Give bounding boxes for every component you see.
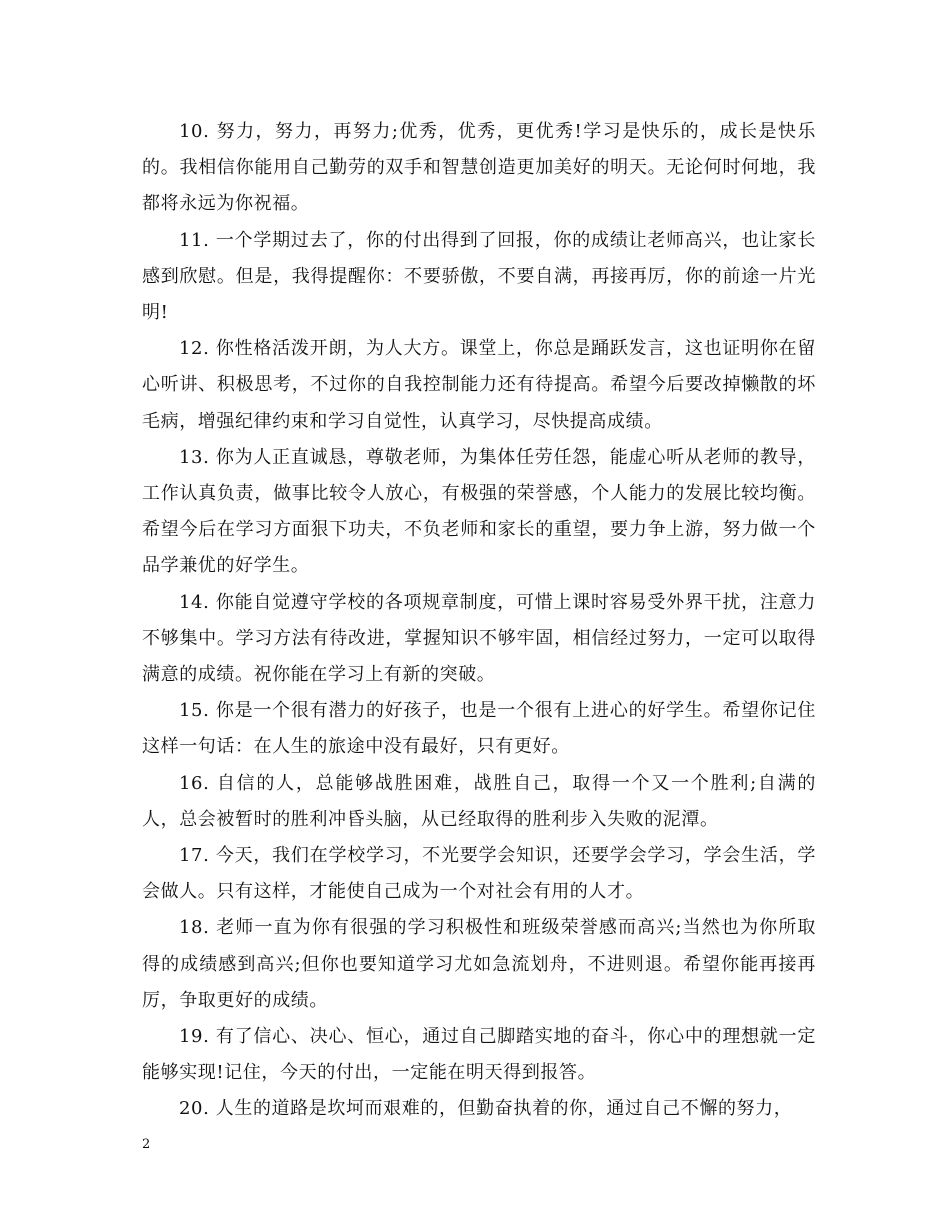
page-number: 2 (142, 1137, 151, 1152)
paragraph-15: 15. 你是一个很有潜力的好孩子，也是一个很有上进心的好学生。希望你记住这样一句话：在人生的旅途中没有最好，只有更好。 (142, 700, 816, 758)
document-body (142, 114, 816, 1128)
paragraph-19: 19. 有了信心、决心、恒心，通过自己脚踏实地的奋斗，你心中的理想就一定能够实现!记住，今天的付出，一定能在明天得到报答。 (142, 1026, 816, 1084)
paragraph-11: 11. 一个学期过去了，你的付出得到了回报，你的成绩让老师高兴，也让家长感到欣慰。但是，我得提醒你：不要骄傲，不要自满，再接再厉，你的前途一片光明! (142, 229, 816, 324)
paragraph-20: 20. 人生的道路是坎坷而艰难的，但勤奋执着的你，通过自己不懈的努力， (179, 1098, 793, 1120)
paragraph-18: 18. 老师一直为你有很强的学习积极性和班级荣誉感而高兴;当然也为你所取得的成绩感到高兴;但你也要知道学习尤如急流划舟，不进则退。希望你能再接再厉，争取更好的成绩。 (142, 917, 816, 1011)
paragraph-12: 12. 你性格活泼开朗，为人大方。课堂上，你总是踊跃发言，这也证明你在留心听讲、积极思考，不过你的自我控制能力还有待提高。希望今后要改掉懒散的坏毛病，增强纪律约束和学习自觉性，认真学习，尽快提高成绩。 (142, 338, 816, 432)
paragraph-13: 13. 你为人正直诚恳，尊敬老师，为集体任劳任怨，能虚心听从老师的教导，工作认真负责，做事比较令人放心，有极强的荣誉感，个人能力的发展比较均衡。希望今后在学习方面狠下功夫，不负老师和家长的重望，要力争上游，努力做一个品学兼优的好学生。 (142, 446, 816, 577)
paragraph-17: 17. 今天，我们在学校学习，不光要学会知识，还要学会学习，学会生活，学会做人。只有这样，才能使自己成为一个对社会有用的人才。 (142, 845, 816, 903)
paragraph-14: 14. 你能自觉遵守学校的各项规章制度，可惜上课时容易受外界干扰，注意力不够集中。学习方法有待改进，掌握知识不够牢固，相信经过努力，一定可以取得满意的成绩。祝你能在学习上有新的突破。 (142, 591, 816, 686)
paragraph-16: 16. 自信的人，总能够战胜困难，战胜自己，取得一个又一个胜利;自满的人，总会被暂时的胜利冲昏头脑，从已经取得的胜利步入失败的泥潭。 (142, 772, 816, 830)
paragraph-10: 10. 努力，努力，再努力;优秀，优秀，更优秀!学习是快乐的，成长是快乐的。我相信你能用自己勤劳的双手和智慧创造更加美好的明天。无论何时何地，我都将永远为你祝福。 (142, 121, 816, 215)
